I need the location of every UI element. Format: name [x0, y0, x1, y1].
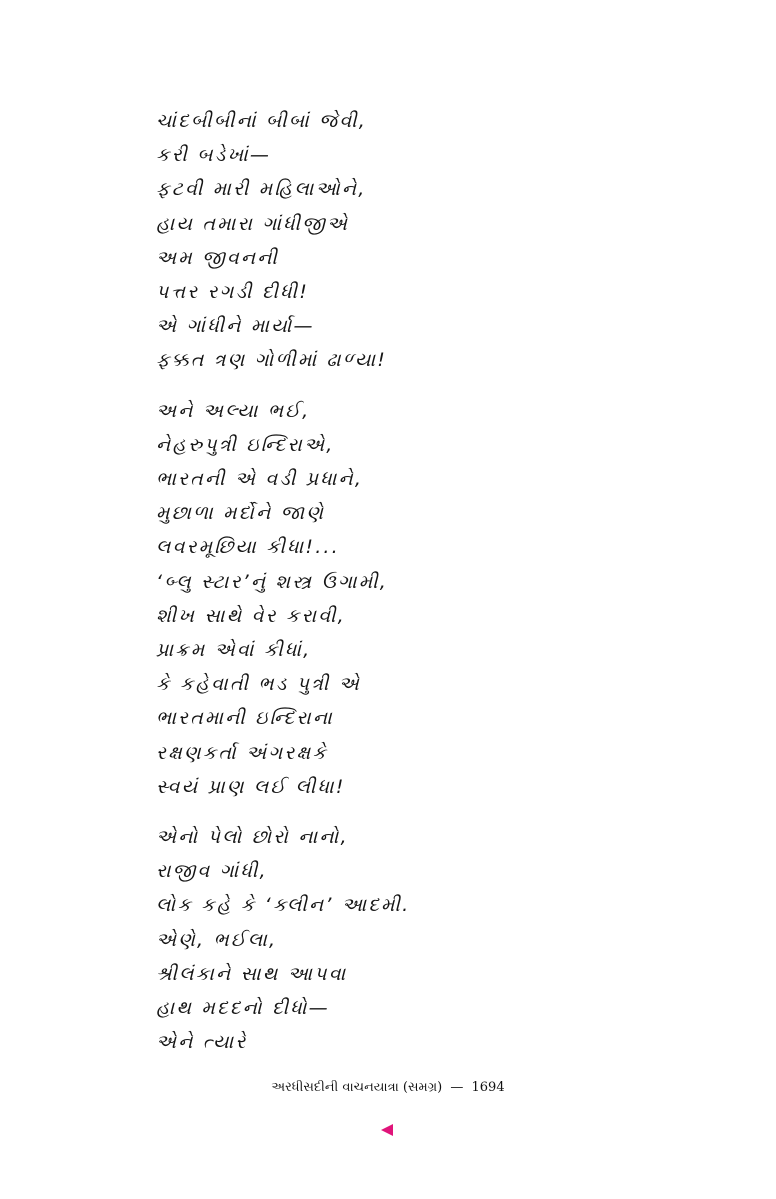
- poem-line: કે કહેવાતી ભડ પુત્રી એ: [156, 673, 361, 696]
- poem-line: રક્ષણકર્તા અંગરક્ષકે: [156, 741, 329, 764]
- poem-line: શીખ સાથે વેર કરાવી,: [156, 604, 346, 627]
- stanza-2: [156, 394, 656, 804]
- triangle-left-icon[interactable]: [381, 1124, 393, 1136]
- poem-line: પ્રાક્રમ એવાં કીધાં,: [156, 639, 312, 662]
- poem-line: શ્રીલંકાને સાથ આપવા: [156, 962, 348, 985]
- poem-line: હાય તમારા ગાંધીજીએ: [156, 212, 350, 235]
- poem-line: એ ગાંધીને માર્યા—: [156, 315, 315, 338]
- poem-line: ભારતમાની ઇન્દિરાના: [156, 707, 334, 730]
- poem-line: ફક્કત ત્રણ ગોળીમાં ઢાળ્યા!: [156, 349, 388, 372]
- poem-line: અમ જીવનની: [156, 246, 280, 269]
- stanza-3: [156, 820, 656, 1059]
- poem-line: મુછાળા મર્દોને જાણે: [156, 502, 326, 525]
- poem-line: લવરમૂછિયા કીધા!...: [156, 536, 340, 559]
- poem-line: ‘બ્લુ સ્ટાર’નું શસ્ત્ર ઉગામી,: [156, 570, 389, 593]
- poem-line: ફટવી મારી મહિલાઓને,: [156, 178, 367, 201]
- poem-line: રાજીવ ગાંધી,: [156, 860, 268, 883]
- stanza-1: [156, 104, 656, 378]
- poem-line: સ્વયં પ્રાણ લઈ લીધા!: [156, 775, 346, 798]
- poem-line: કરી બડેખાં—: [156, 144, 272, 167]
- footer-separator: —: [450, 1080, 464, 1095]
- poem-line: એનો પેલો છોરો નાનો,: [156, 826, 349, 849]
- poem-line: લોક કહે કે ‘ક્લીન’ આદમી.: [156, 894, 411, 917]
- poem-line: ચાંદબીબીનાં બીબાં જેવી,: [156, 110, 368, 132]
- poem-body: [156, 104, 656, 1059]
- poem-line: એણે, ભઈલા,: [156, 928, 278, 951]
- poem-line: પત્તર રગડી દીધી!: [156, 281, 310, 304]
- poem-line: ભારતની એ વડી પ્રધાને,: [156, 468, 364, 491]
- poem-line: હાથ મદદનો દીધો—: [156, 997, 330, 1020]
- poem-line: નેહરુપુત્રી ઇન્દિરાએ,: [156, 433, 335, 456]
- poem-line: અને અલ્યા ભઈ,: [156, 399, 311, 422]
- page-footer: [0, 1080, 776, 1095]
- page-number: 1694: [471, 1080, 505, 1095]
- book-title: અરધીસદીની વાચનયાત્રા (સમગ્ર): [271, 1080, 443, 1095]
- poem-line: એને ત્યારે: [156, 1031, 248, 1054]
